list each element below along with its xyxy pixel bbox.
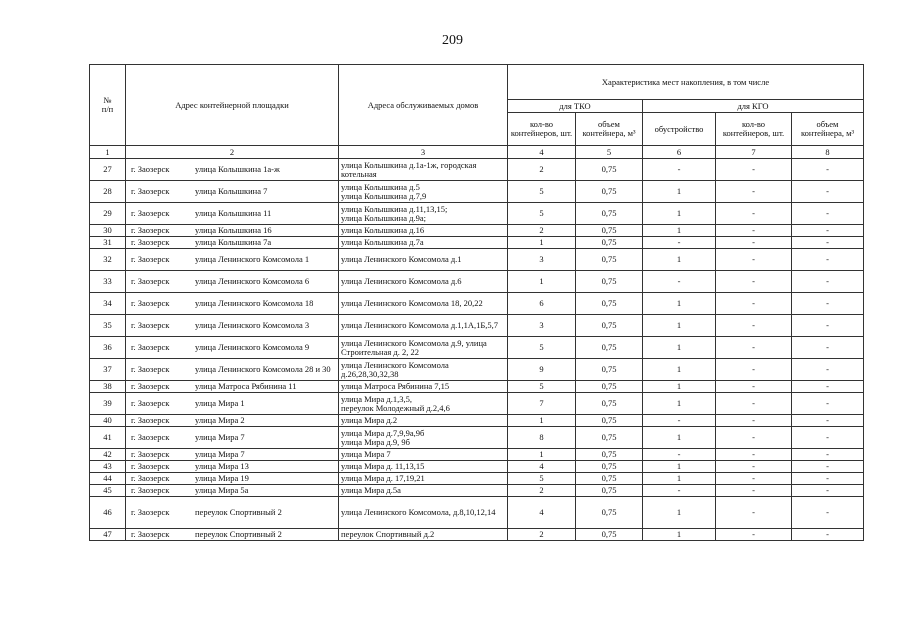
kgo-volume: - — [792, 181, 864, 203]
table-row — [90, 473, 864, 485]
table-row — [90, 159, 864, 181]
address-city: г. Заозерск — [131, 164, 170, 175]
row-number: 33 — [90, 271, 126, 293]
container-address — [126, 271, 339, 293]
tko-count: 1 — [508, 271, 576, 293]
kgo-volume: - — [792, 159, 864, 181]
container-address — [126, 449, 339, 461]
table-row — [90, 415, 864, 427]
kgo-count: - — [716, 203, 792, 225]
container-address — [126, 497, 339, 529]
table-row — [90, 249, 864, 271]
kgo-volume: - — [792, 225, 864, 237]
tko-volume: 0,75 — [576, 393, 643, 415]
kgo-count: - — [716, 393, 792, 415]
kgo-arrangement: 1 — [643, 203, 716, 225]
kgo-arrangement: 1 — [643, 293, 716, 315]
address-street: переулок Спортивный 2 — [195, 529, 282, 540]
kgo-count: - — [716, 381, 792, 393]
tko-volume: 0,75 — [576, 359, 643, 381]
row-number: 42 — [90, 449, 126, 461]
row-number: 45 — [90, 485, 126, 497]
container-address — [126, 337, 339, 359]
served-houses: улица Ленинского Комсомола д.9, улица Строительная д. 2, 22 — [339, 337, 508, 359]
tko-count: 3 — [508, 315, 576, 337]
address-city: г. Заозерск — [131, 237, 170, 248]
served-houses: улица Колышкина д.16 — [339, 225, 508, 237]
table-row — [90, 293, 864, 315]
row-number: 29 — [90, 203, 126, 225]
table-row — [90, 427, 864, 449]
header-tko-volume: объем контейнера, м³ — [576, 113, 643, 146]
tko-volume: 0,75 — [576, 237, 643, 249]
address-city: г. Заозерск — [131, 432, 170, 443]
kgo-volume: - — [792, 449, 864, 461]
container-address — [126, 225, 339, 237]
container-address — [126, 237, 339, 249]
served-houses: улица Ленинского Комсомола, д.8,10,12,14 — [339, 497, 508, 529]
kgo-volume: - — [792, 461, 864, 473]
served-houses: улица Мира д. 17,19,21 — [339, 473, 508, 485]
table-row — [90, 181, 864, 203]
address-street: улица Мира 5а — [195, 485, 249, 496]
tko-count: 5 — [508, 181, 576, 203]
tko-count: 4 — [508, 461, 576, 473]
kgo-arrangement: 1 — [643, 249, 716, 271]
header-tko-count: кол-во контейнеров, шт. — [508, 113, 576, 146]
container-address — [126, 293, 339, 315]
served-houses: улица Ленинского Комсомола д.6 — [339, 271, 508, 293]
kgo-count: - — [716, 337, 792, 359]
container-address — [126, 159, 339, 181]
kgo-count: - — [716, 415, 792, 427]
col-number: 7 — [716, 146, 792, 159]
container-address — [126, 529, 339, 541]
row-number: 43 — [90, 461, 126, 473]
tko-volume: 0,75 — [576, 271, 643, 293]
container-address — [126, 315, 339, 337]
kgo-arrangement: 1 — [643, 337, 716, 359]
address-city: г. Заозерск — [131, 298, 170, 309]
kgo-arrangement: 1 — [643, 461, 716, 473]
table-row — [90, 315, 864, 337]
table-row — [90, 449, 864, 461]
kgo-count: - — [716, 249, 792, 271]
kgo-count: - — [716, 237, 792, 249]
tko-volume: 0,75 — [576, 381, 643, 393]
header-kgo-count: кол-во контейнеров, шт. — [716, 113, 792, 146]
row-number: 30 — [90, 225, 126, 237]
row-number: 46 — [90, 497, 126, 529]
address-street: переулок Спортивный 2 — [195, 507, 282, 518]
tko-count: 2 — [508, 225, 576, 237]
tko-volume: 0,75 — [576, 497, 643, 529]
served-houses: улица Ленинского Комсомола 18, 20,22 — [339, 293, 508, 315]
tko-count: 2 — [508, 159, 576, 181]
container-address — [126, 461, 339, 473]
address-street: улица Колышкина 1а-ж — [195, 164, 280, 175]
row-number: 34 — [90, 293, 126, 315]
table-row — [90, 381, 864, 393]
tko-count: 5 — [508, 337, 576, 359]
kgo-count: - — [716, 497, 792, 529]
kgo-volume: - — [792, 359, 864, 381]
tko-volume: 0,75 — [576, 159, 643, 181]
row-number: 38 — [90, 381, 126, 393]
tko-count: 7 — [508, 393, 576, 415]
kgo-volume: - — [792, 485, 864, 497]
address-city: г. Заозерск — [131, 461, 170, 472]
kgo-volume: - — [792, 293, 864, 315]
row-number: 35 — [90, 315, 126, 337]
table-row — [90, 461, 864, 473]
col-number: 8 — [792, 146, 864, 159]
address-city: г. Заозерск — [131, 529, 170, 540]
page-number: 209 — [442, 33, 463, 48]
address-city: г. Заозерск — [131, 415, 170, 426]
row-number: 28 — [90, 181, 126, 203]
header-kgo-volume: объем контейнера, м³ — [792, 113, 864, 146]
tko-count: 5 — [508, 203, 576, 225]
served-houses: улица Мира д. 11,13,15 — [339, 461, 508, 473]
served-houses: улица Мира д.7,9,9а,9б улица Мира д.9, 9б — [339, 427, 508, 449]
table-row — [90, 393, 864, 415]
address-street: улица Матроса Рябинина 11 — [195, 381, 297, 392]
kgo-count: - — [716, 271, 792, 293]
kgo-arrangement: 1 — [643, 181, 716, 203]
tko-count: 2 — [508, 529, 576, 541]
col-number: 4 — [508, 146, 576, 159]
address-city: г. Заозерск — [131, 254, 170, 265]
kgo-arrangement: 1 — [643, 497, 716, 529]
address-city: г. Заозерск — [131, 473, 170, 484]
row-number: 47 — [90, 529, 126, 541]
kgo-count: - — [716, 359, 792, 381]
kgo-count: - — [716, 427, 792, 449]
row-number: 27 — [90, 159, 126, 181]
tko-count: 5 — [508, 473, 576, 485]
table-row — [90, 203, 864, 225]
col-number: 1 — [90, 146, 126, 159]
container-address — [126, 485, 339, 497]
container-address — [126, 381, 339, 393]
address-street: улица Ленинского Комсомола 3 — [195, 320, 310, 331]
address-city: г. Заозерск — [131, 507, 170, 518]
address-city: г. Заозерск — [131, 320, 170, 331]
col-number: 5 — [576, 146, 643, 159]
kgo-volume: - — [792, 381, 864, 393]
header-houses-address: Адреса обслуживаемых домов — [339, 65, 508, 146]
served-houses: улица Мира 7 — [339, 449, 508, 461]
kgo-volume: - — [792, 315, 864, 337]
kgo-count: - — [716, 315, 792, 337]
served-houses: переулок Спортивный д.2 — [339, 529, 508, 541]
row-number: 37 — [90, 359, 126, 381]
table-row — [90, 497, 864, 529]
kgo-count: - — [716, 159, 792, 181]
kgo-count: - — [716, 181, 792, 203]
address-city: г. Заозерск — [131, 381, 170, 392]
kgo-volume: - — [792, 337, 864, 359]
row-number: 36 — [90, 337, 126, 359]
col-number: 3 — [339, 146, 508, 159]
tko-volume: 0,75 — [576, 249, 643, 271]
address-street: улица Мира 19 — [195, 473, 249, 484]
address-street: улица Колышкина 7 — [195, 186, 268, 197]
kgo-count: - — [716, 449, 792, 461]
kgo-arrangement: 1 — [643, 315, 716, 337]
kgo-count: - — [716, 485, 792, 497]
address-city: г. Заозерск — [131, 276, 170, 287]
address-city: г. Заозерск — [131, 485, 170, 496]
tko-count: 8 — [508, 427, 576, 449]
address-city: г. Заозерск — [131, 186, 170, 197]
tko-volume: 0,75 — [576, 293, 643, 315]
address-street: улица Мира 7 — [195, 449, 245, 460]
kgo-arrangement: - — [643, 485, 716, 497]
tko-count: 5 — [508, 381, 576, 393]
row-number: 44 — [90, 473, 126, 485]
tko-volume: 0,75 — [576, 337, 643, 359]
kgo-arrangement: 1 — [643, 225, 716, 237]
kgo-arrangement: 1 — [643, 393, 716, 415]
tko-count: 4 — [508, 497, 576, 529]
served-houses: улица Колышкина д.7а — [339, 237, 508, 249]
table-row — [90, 237, 864, 249]
kgo-volume: - — [792, 393, 864, 415]
tko-volume: 0,75 — [576, 427, 643, 449]
container-sites-table — [89, 64, 864, 541]
container-address — [126, 393, 339, 415]
tko-count: 9 — [508, 359, 576, 381]
header-tko: для ТКО — [508, 100, 643, 113]
tko-volume: 0,75 — [576, 415, 643, 427]
address-city: г. Заозерск — [131, 225, 170, 236]
table-row — [90, 485, 864, 497]
header-kgo-arrangement: обустройство — [643, 113, 716, 146]
table-row — [90, 271, 864, 293]
kgo-volume: - — [792, 529, 864, 541]
row-number: 31 — [90, 237, 126, 249]
tko-count: 1 — [508, 449, 576, 461]
kgo-arrangement: 1 — [643, 359, 716, 381]
row-number: 32 — [90, 249, 126, 271]
kgo-volume: - — [792, 237, 864, 249]
address-street: улица Ленинского Комсомола 28 и 30 — [195, 364, 331, 375]
tko-volume: 0,75 — [576, 473, 643, 485]
address-street: улица Мира 13 — [195, 461, 249, 472]
container-address — [126, 181, 339, 203]
row-number: 39 — [90, 393, 126, 415]
header-characteristics: Характеристика мест накопления, в том числе — [508, 65, 864, 100]
tko-volume: 0,75 — [576, 181, 643, 203]
kgo-arrangement: 1 — [643, 529, 716, 541]
address-city: г. Заозерск — [131, 208, 170, 219]
address-street: улица Колышкина 7а — [195, 237, 272, 248]
kgo-volume: - — [792, 415, 864, 427]
kgo-arrangement: 1 — [643, 381, 716, 393]
header-num: № п/п — [90, 65, 126, 146]
served-houses: улица Мира д.2 — [339, 415, 508, 427]
container-address — [126, 249, 339, 271]
served-houses: улица Ленинского Комсомола д.1,1А,1Б,5,7 — [339, 315, 508, 337]
address-street: улица Ленинского Комсомола 6 — [195, 276, 310, 287]
served-houses: улица Ленинского Комсомола д.26,28,30,32,38 — [339, 359, 508, 381]
tko-count: 1 — [508, 237, 576, 249]
kgo-arrangement: - — [643, 237, 716, 249]
tko-count: 2 — [508, 485, 576, 497]
container-address — [126, 473, 339, 485]
served-houses: улица Мира д.5а — [339, 485, 508, 497]
kgo-volume: - — [792, 473, 864, 485]
address-street: улица Колышкина 11 — [195, 208, 272, 219]
table-row — [90, 529, 864, 541]
address-street: улица Колышкина 16 — [195, 225, 272, 236]
table-row — [90, 225, 864, 237]
address-street: улица Ленинского Комсомола 18 — [195, 298, 314, 309]
container-address — [126, 415, 339, 427]
kgo-arrangement: - — [643, 449, 716, 461]
kgo-volume: - — [792, 271, 864, 293]
address-street: улица Ленинского Комсомола 9 — [195, 342, 310, 353]
tko-volume: 0,75 — [576, 203, 643, 225]
kgo-arrangement: 1 — [643, 427, 716, 449]
kgo-arrangement: - — [643, 415, 716, 427]
address-street: улица Мира 1 — [195, 398, 245, 409]
col-number: 2 — [126, 146, 339, 159]
tko-volume: 0,75 — [576, 529, 643, 541]
kgo-arrangement: 1 — [643, 473, 716, 485]
row-number: 40 — [90, 415, 126, 427]
table-row — [90, 337, 864, 359]
kgo-arrangement: - — [643, 159, 716, 181]
kgo-count: - — [716, 473, 792, 485]
served-houses: улица Матроса Рябинина 7,15 — [339, 381, 508, 393]
kgo-volume: - — [792, 427, 864, 449]
kgo-volume: - — [792, 249, 864, 271]
tko-count: 3 — [508, 249, 576, 271]
header-container-address: Адрес контейнерной площадки — [126, 65, 339, 146]
address-street: улица Мира 2 — [195, 415, 245, 426]
served-houses: улица Колышкина д.11,13,15; улица Колышкина д.9а; — [339, 203, 508, 225]
table-row — [90, 359, 864, 381]
tko-volume: 0,75 — [576, 449, 643, 461]
header-kgo: для КГО — [643, 100, 864, 113]
kgo-count: - — [716, 293, 792, 315]
served-houses: улица Колышкина д.1а-1ж, городская котельная — [339, 159, 508, 181]
served-houses: улица Колышкина д.5 улица Колышкина д.7,9 — [339, 181, 508, 203]
column-number-row — [90, 146, 864, 159]
row-number: 41 — [90, 427, 126, 449]
address-city: г. Заозерск — [131, 449, 170, 460]
container-address — [126, 427, 339, 449]
tko-volume: 0,75 — [576, 461, 643, 473]
address-city: г. Заозерск — [131, 398, 170, 409]
address-city: г. Заозерск — [131, 342, 170, 353]
tko-volume: 0,75 — [576, 485, 643, 497]
col-number: 6 — [643, 146, 716, 159]
container-address — [126, 359, 339, 381]
tko-count: 6 — [508, 293, 576, 315]
kgo-count: - — [716, 225, 792, 237]
kgo-volume: - — [792, 497, 864, 529]
served-houses: улица Мира д.1,3,5, переулок Молодежный д.2,4,6 — [339, 393, 508, 415]
address-city: г. Заозерск — [131, 364, 170, 375]
kgo-volume: - — [792, 203, 864, 225]
tko-count: 1 — [508, 415, 576, 427]
kgo-count: - — [716, 461, 792, 473]
served-houses: улица Ленинского Комсомола д.1 — [339, 249, 508, 271]
address-street: улица Ленинского Комсомола 1 — [195, 254, 310, 265]
container-address — [126, 203, 339, 225]
kgo-arrangement: - — [643, 271, 716, 293]
tko-volume: 0,75 — [576, 225, 643, 237]
address-street: улица Мира 7 — [195, 432, 245, 443]
tko-volume: 0,75 — [576, 315, 643, 337]
kgo-count: - — [716, 529, 792, 541]
